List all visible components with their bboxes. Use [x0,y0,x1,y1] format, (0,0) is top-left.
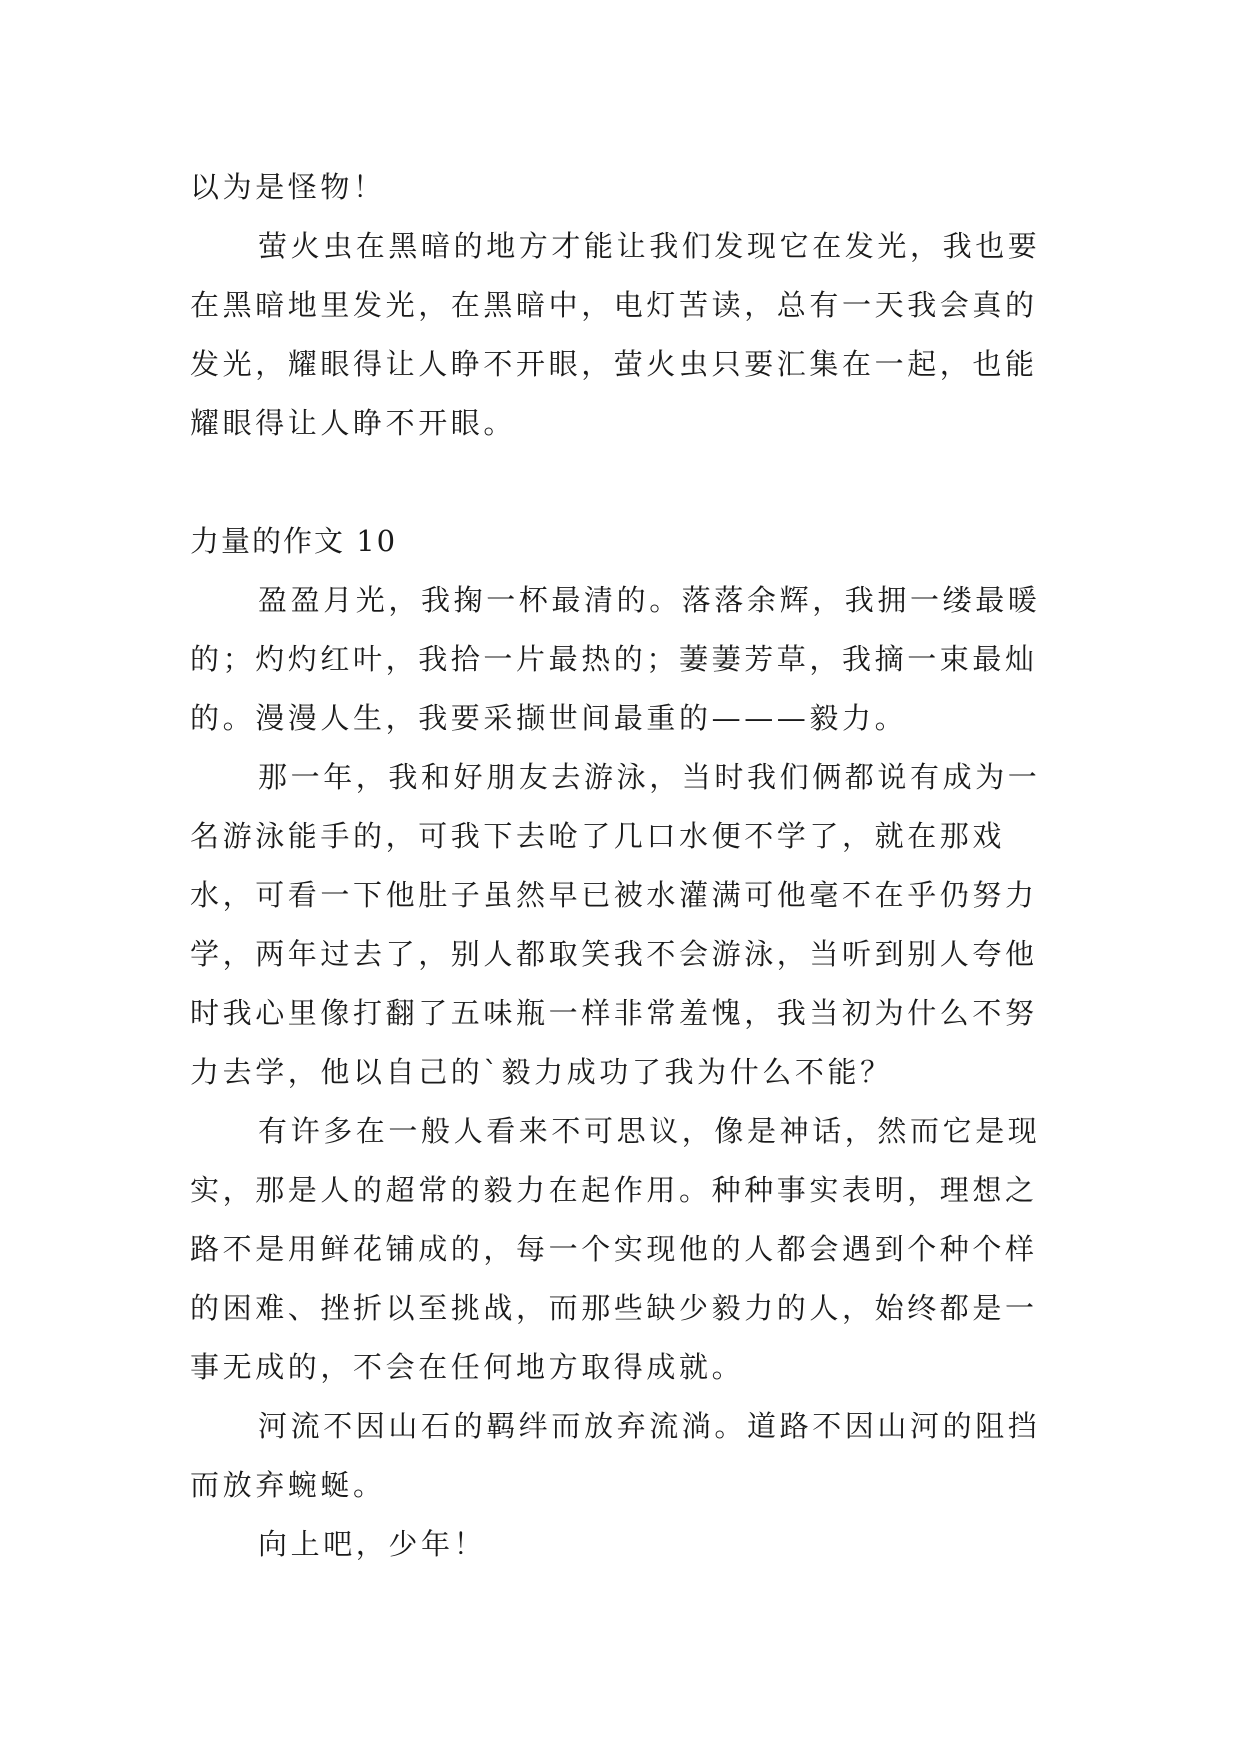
paragraph-1: 盈盈月光，我掬一杯最清的。落落余辉，我拥一缕最暖的；灼灼红叶，我拾一片最热的；萋萋芳草，我摘一束最灿的。漫漫人生，我要采撷世间最重的———毅力。 [190,583,1041,735]
document-body [190,158,1052,1574]
continuation-line: 以为是怪物！ [190,170,386,204]
section-gap [190,453,1052,512]
paragraph-4: 河流不因山石的羁绊而放弃流淌。道路不因山河的阻挡而放弃蜿蜒。 [190,1409,1041,1502]
paragraph-2: 那一年，我和好朋友去游泳，当时我们俩都说有成为一名游泳能手的，可我下去呛了几口水便不学了，就在那戏水，可看一下他肚子虽然早已被水灌满可他毫不在乎仍努力学，两年过去了，别人都取笑我不会游泳，当听到别人夸他时我心里像打翻了五味瓶一样非常羞愧，我当初为什么不努力去学，他以自己的`毅力成功了我为什么不能？ [190,760,1041,1089]
essay-title: 力量的作文 10 [190,524,398,558]
paragraph-5: 向上吧，少年！ [258,1527,487,1561]
paragraph-3: 有许多在一般人看来不可思议，像是神话，然而它是现实，那是人的超常的毅力在起作用。种种事实表明，理想之路不是用鲜花铺成的，每一个实现他的人都会遇到个种个样的困难、挫折以至挑战，而那些缺少毅力的人，始终都是一事无成的，不会在任何地方取得成就。 [190,1114,1041,1384]
firefly-paragraph: 萤火虫在黑暗的地方才能让我们发现它在发光，我也要在黑暗地里发光，在黑暗中，电灯苦读，总有一天我会真的发光，耀眼得让人睁不开眼，萤火虫只要汇集在一起，也能耀眼得让人睁不开眼。 [190,229,1041,440]
